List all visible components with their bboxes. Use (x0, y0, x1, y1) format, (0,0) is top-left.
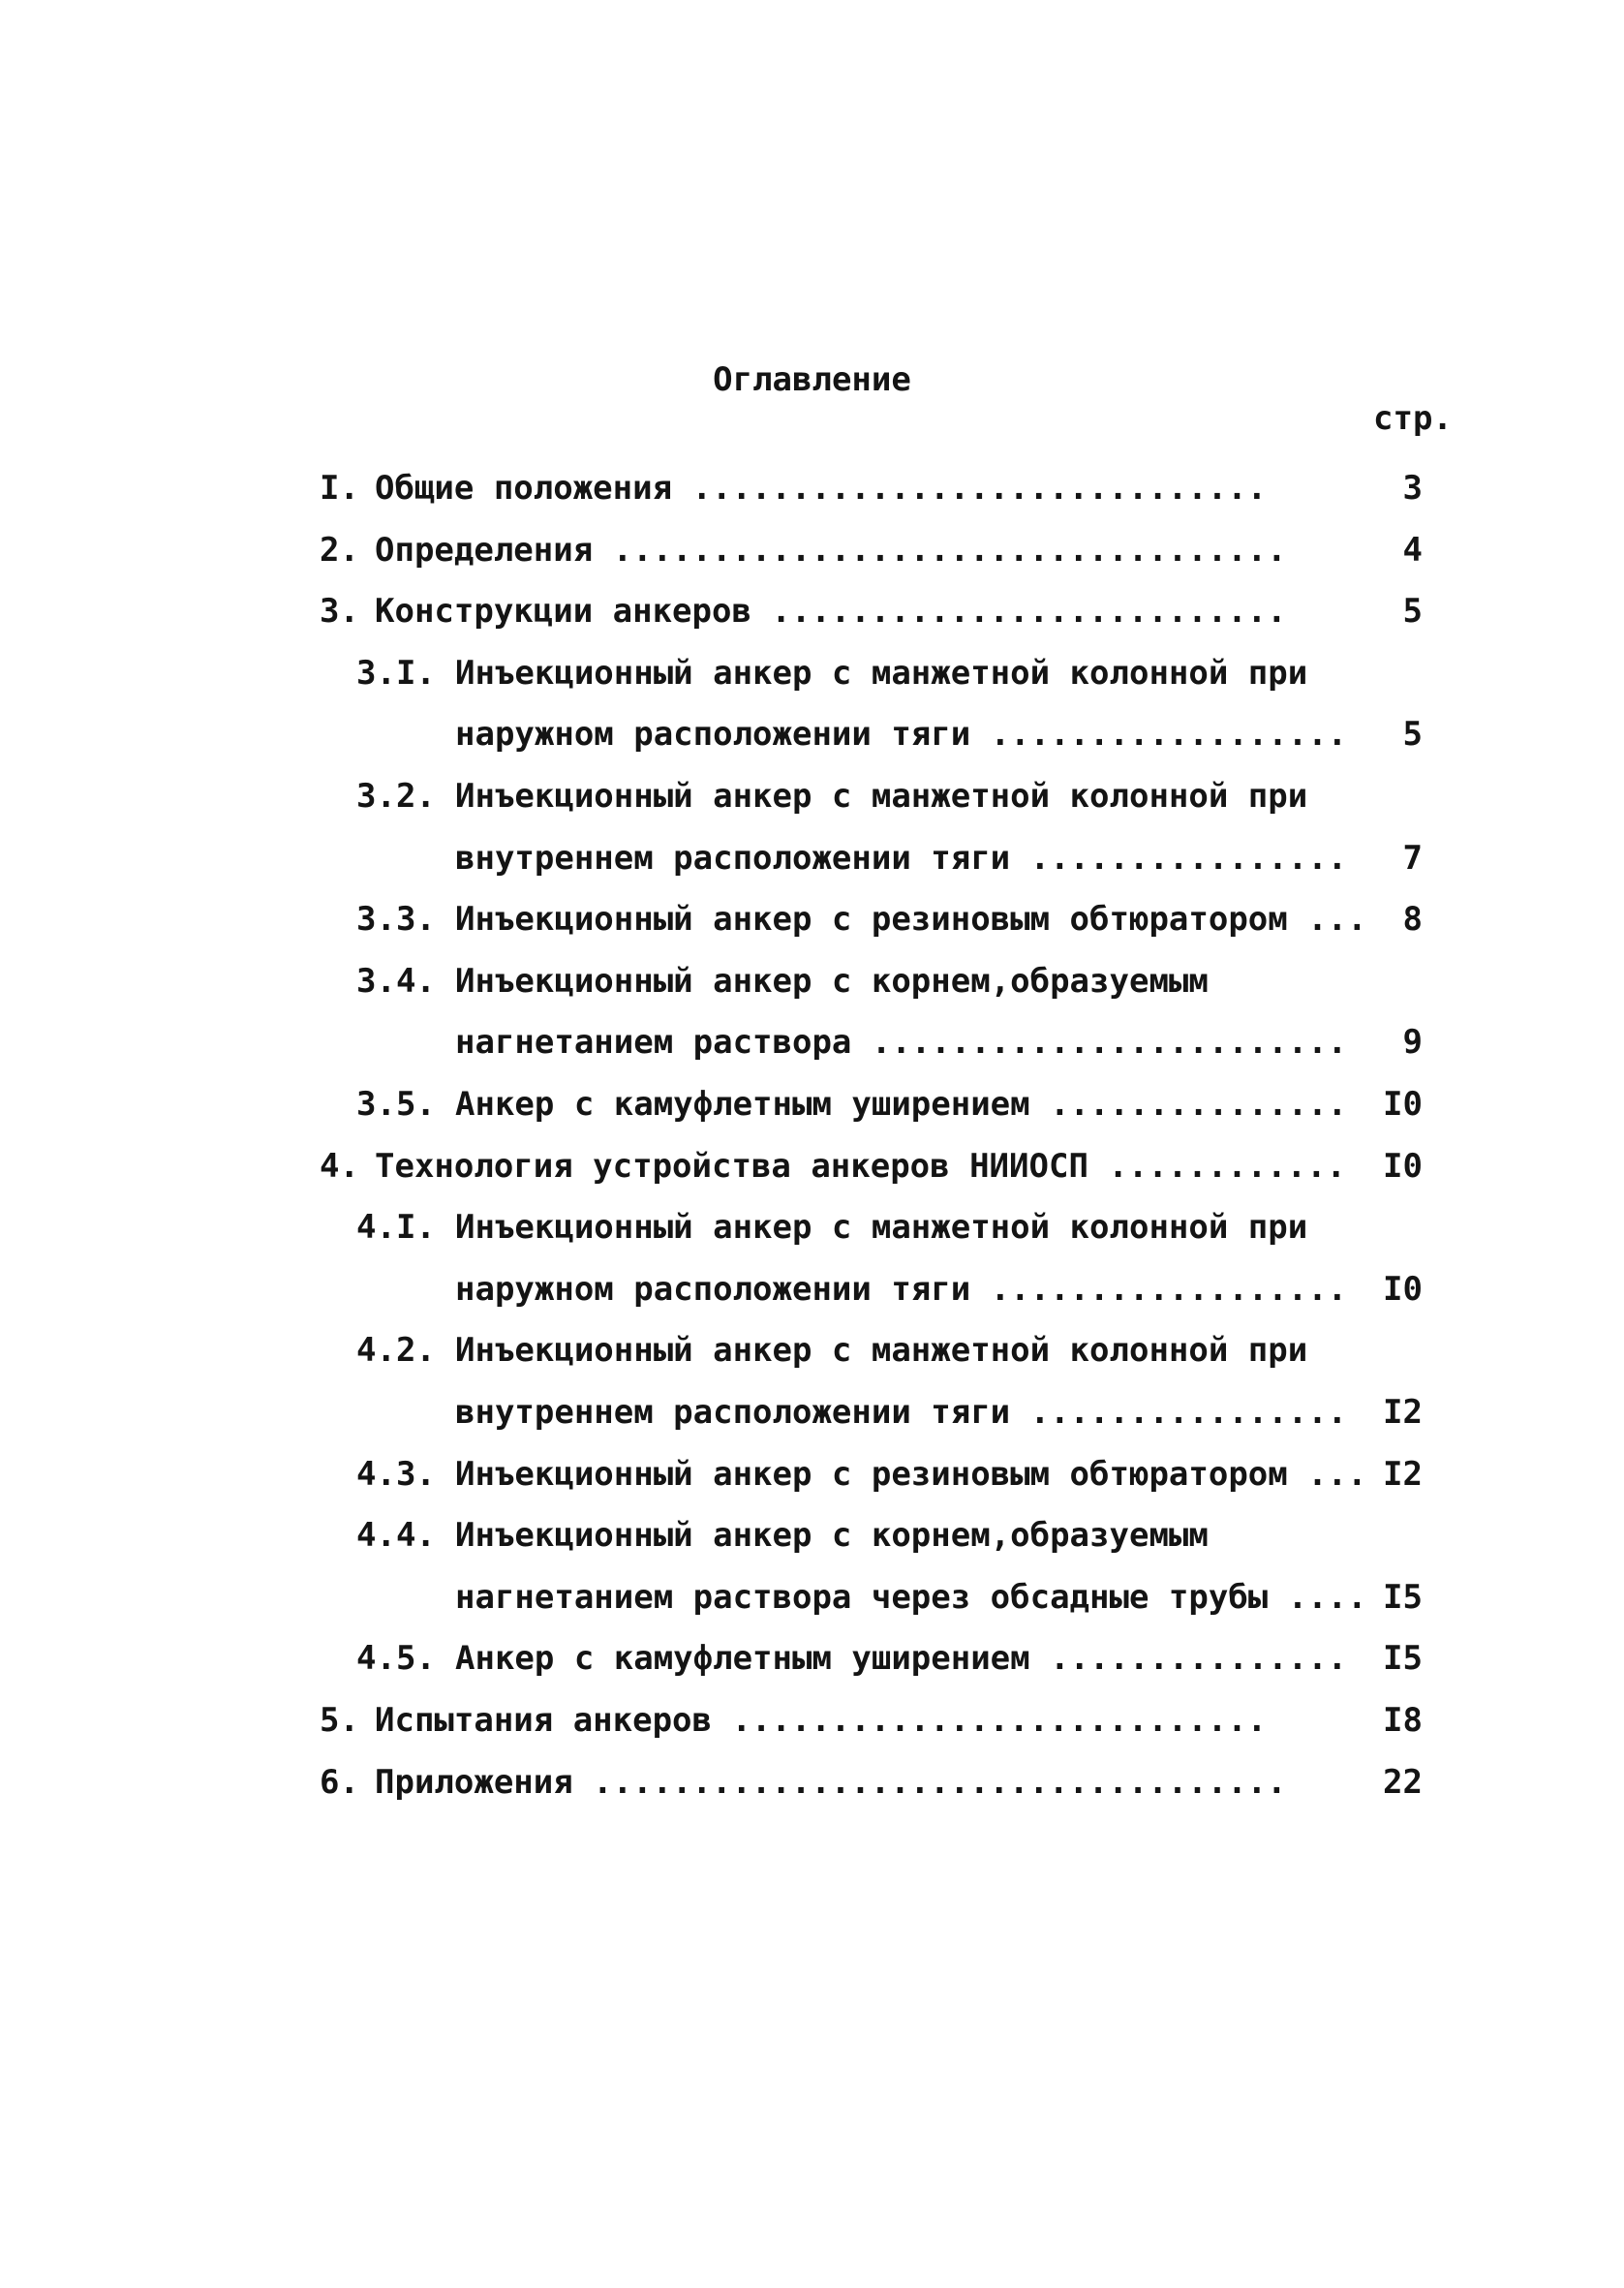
toc-entry-text: Испытания анкеров ........................... (375, 1701, 1268, 1740)
toc-entry-page-number: I0 (1383, 1085, 1423, 1124)
toc-entry-text: нагнетанием раствора ........................ (455, 1023, 1348, 1062)
toc-entry-text: Инъекционный анкер с корнем,образуемым (455, 1516, 1209, 1555)
toc-entry (0, 580, 1624, 642)
toc-entry (0, 457, 1624, 519)
toc-entry (0, 703, 1624, 765)
toc-entry-number: 2. (320, 531, 359, 570)
toc-entry (0, 950, 1624, 1012)
toc-entry-page-number: 5 (1402, 592, 1423, 631)
toc-entry (0, 1135, 1624, 1197)
toc-entry-text: Инъекционный анкер с резиновым обтюратором ... (455, 1455, 1367, 1494)
toc-entry-page-number: I0 (1383, 1147, 1423, 1186)
toc-entry (0, 1073, 1624, 1135)
toc-entry-text: Определения .................................. (375, 531, 1287, 570)
toc-entry-page-number: I0 (1383, 1270, 1423, 1309)
toc-entry (0, 1443, 1624, 1505)
toc-entry-page-number: 4 (1402, 531, 1423, 570)
toc-entry-text: Инъекционный анкер с манжетной колонной при (455, 1331, 1308, 1370)
toc-entry-text: внутреннем расположении тяги ................ (455, 1393, 1348, 1432)
toc-entry (0, 1627, 1624, 1689)
toc-entry-page-number: 22 (1383, 1763, 1423, 1802)
toc-entry-text: Анкер с камуфлетным уширением ............... (455, 1639, 1348, 1678)
toc-entry-page-number: 5 (1402, 715, 1423, 754)
toc-entry-page-number: 8 (1402, 900, 1423, 939)
toc-entry (0, 1566, 1624, 1628)
toc-entry-number: 3.2. (356, 777, 436, 816)
toc-entry-page-number: 7 (1402, 839, 1423, 878)
toc-entry-text: наружном расположении тяги .................. (455, 715, 1348, 754)
toc-entry (0, 765, 1624, 827)
toc-entry-number: 4.I. (356, 1208, 436, 1247)
toc-entry (0, 888, 1624, 950)
toc-entry-text: Инъекционный анкер с манжетной колонной при (455, 777, 1308, 816)
toc-entry-number: 4.5. (356, 1639, 436, 1678)
toc-entry-text: Инъекционный анкер с манжетной колонной при (455, 1208, 1308, 1247)
toc-entry-page-number: I5 (1383, 1639, 1423, 1678)
toc-entry-text: Конструкции анкеров .......................... (375, 592, 1287, 631)
toc-entry-page-number: 9 (1402, 1023, 1423, 1062)
toc-entry (0, 827, 1624, 889)
toc-entry-number: 3.I. (356, 654, 436, 693)
toc-entry-number: 3.4. (356, 962, 436, 1001)
toc-entry-number: I. (320, 469, 359, 508)
toc-entry-number: 4. (320, 1147, 359, 1186)
toc-entry-number: 6. (320, 1763, 359, 1802)
toc-entry-number: 3.5. (356, 1085, 436, 1124)
toc-entry-text: Инъекционный анкер с резиновым обтюратором ... (455, 900, 1367, 939)
toc-entry (0, 1504, 1624, 1566)
toc-entry-text: Анкер с камуфлетным уширением ............... (455, 1085, 1348, 1124)
toc-entry (0, 642, 1624, 704)
toc-entry (0, 1196, 1624, 1258)
toc-entry-number: 4.2. (356, 1331, 436, 1370)
toc-entry (0, 1381, 1624, 1443)
toc-entry-text: Общие положения ............................. (375, 469, 1268, 508)
toc-entry (0, 1258, 1624, 1320)
toc-entry-page-number: 3 (1402, 469, 1423, 508)
toc-entry (0, 1689, 1624, 1751)
toc-entry-page-number: I5 (1383, 1578, 1423, 1617)
toc-title: Оглавление (713, 360, 911, 399)
toc-entry (0, 1751, 1624, 1813)
toc-entry-number: 4.4. (356, 1516, 436, 1555)
toc-entry-text: Приложения ................................... (375, 1763, 1287, 1802)
toc-entry-text: наружном расположении тяги .................. (455, 1270, 1348, 1309)
toc-entry-number: 4.3. (356, 1455, 436, 1494)
toc-entry-page-number: I2 (1383, 1455, 1423, 1494)
toc-entry-text: внутреннем расположении тяги ................ (455, 839, 1348, 878)
page-column-header: стр. (1373, 399, 1453, 438)
toc-entry (0, 1319, 1624, 1381)
toc-entry-page-number: I2 (1383, 1393, 1423, 1432)
toc-entry-number: 5. (320, 1701, 359, 1740)
toc-entry-text: нагнетанием раствора через обсадные трубы .... (455, 1578, 1367, 1617)
toc-entry-text: Инъекционный анкер с манжетной колонной при (455, 654, 1308, 693)
toc-entry (0, 519, 1624, 581)
toc-entry-page-number: I8 (1383, 1701, 1423, 1740)
toc-entry-number: 3.3. (356, 900, 436, 939)
toc-entry-text: Инъекционный анкер с корнем,образуемым (455, 962, 1209, 1001)
toc-entry (0, 1011, 1624, 1073)
toc-entry-text: Технология устройства анкеров НИИОСП ............ (375, 1147, 1347, 1186)
toc-entry-number: 3. (320, 592, 359, 631)
